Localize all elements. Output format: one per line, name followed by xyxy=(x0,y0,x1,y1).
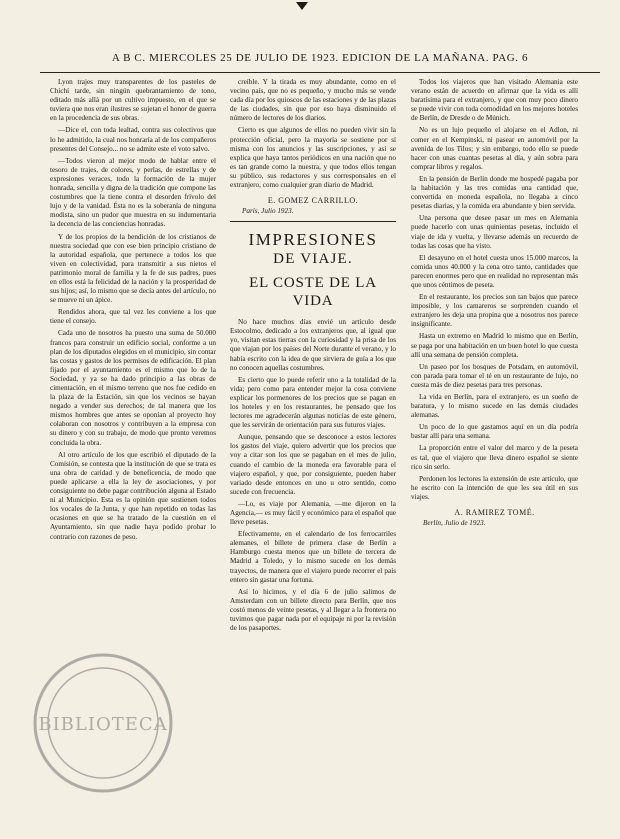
column-3 xyxy=(411,78,578,833)
col3-paragraph: En el restaurante, los precios son tan bajos que parece imposible, y los camareros se sorprenden cuando el extranjero les deja una propina que a nosotros nos parece insignificante. xyxy=(411,293,578,329)
col3-paragraph: Todos los viajeros que han visitado Alemania este verano están de acuerdo en afirmar que la vida es allí baratísima para el extranjero, y que con muy poco dinero se puede vivir con toda comodidad en los mejores hoteles de Berlín, de Dresde o de Múnich. xyxy=(411,78,578,123)
col1-paragraph: Al otro artículo de los que escribió el diputado de la Comisión, se contesta que la institución de que se trata es una obra de caridad y de beneficencia, de modo que puede aplicarse a ella la ley de asociaciones, y por consiguiente no debe pagar contribución alguna al Estado ni al Municipio. Esta es la opinión que sostienen todos los vocales de la Junta, y que han repetido en todas las ocasiones en que se ha tratado de la cuestión en el Ayuntamiento, sin que nadie haya podido probar lo contrario con razones de peso. xyxy=(50,450,216,541)
article-dateline: París, Julio 1923. xyxy=(242,207,294,216)
article-paragraph: Es cierto que lo puede referir uno a la totalidad de la vida; pero como para entender mejor la cosa conviene explicar los pormenores de los precios que se pagan en los hoteles y en los restaurantes, he pensado que los lectores me agradecerán algunas noticias de este género, que les servirán de orientación para sus futuros viajes. xyxy=(230,375,396,430)
col2-paragraph: Cierto es que algunos de ellos no pueden vivir sin la protección oficial, pero la mayoría se sostiene por sí misma con los anuncios y las suscripciones, y así se explica que haya tantos periódicos en una nación que no es tan grande como la nuestra, y que todos ellos tengan su público, sus redactores y sus corresponsales en el extranjero, como cualquier gran diario de Madrid. xyxy=(230,126,396,190)
library-stamp-watermark xyxy=(28,648,178,798)
article-paragraph: Efectivamente, en el calendario de los ferrocarriles alemanes, el billete de primera clase de Berlín a Hamburgo cuesta menos que un billete de tercera de Madrid a Toledo, y lo mismo sucede en los demás trayectos, de manera que el viajero puede recorrer el país entero sin gastar una fortuna. xyxy=(230,530,396,584)
col1-paragraph: Cada uno de nosotros ha puesto una suma de 50.000 francos para construir un edificio social, conforme a un plan de los diputados elegidos en el municipio, sin contar las costas y gastos de los permisos de edificación. El plan fijado por el ayuntamiento es el mismo que lo de la Sociedad, y ya se ha dado principio a las obras de cimentación, en el mismo terreno que nos fue cedido en la plaza de la Estación, sin que los vecinos se hayan negado a vender sus derechos; de tal manera que los mismos hombres que antes se oponían al proyecto hoy colaboran con nosotros y contribuyen a la empresa con su dinero y con su trabajo, de modo que pronto veremos concluida la obra. xyxy=(50,329,216,447)
col3-paragraph: No es un lujo pequeño el alojarse en el Adlon, ni comer en el Kempinski, ni pasear en automóvil por la avenida de los Tilos; y sin embargo, todo ello se puede hacer con unas cuantas pesetas al día, y aún sobra para comprar libros y regalos. xyxy=(411,126,578,171)
article-subtitle: DE VIAJE. xyxy=(273,251,353,268)
col3-paragraph: La vida en Berlín, para el extranjero, es un sueño de baratura, y lo mismo sucede en las demás ciudades alemanas. xyxy=(411,393,578,420)
article-signature: A. RAMIREZ TOMÉ. xyxy=(454,508,535,518)
article-title: IMPRESIONES xyxy=(248,230,378,250)
masthead: A B C. MIERCOLES 25 DE JULIO DE 1923. EDICION DE LA MAÑANA. PAG. 6 xyxy=(111,52,529,64)
col3-paragraph: Un paseo por los bosques de Potsdam, en automóvil, con parada para tomar el té en un restaurante de lujo, no cuesta más de diez pesetas para tres personas. xyxy=(411,362,578,389)
col3-paragraph: Perdonen los lectores la extensión de este artículo, que he escrito con la intención de que les sea útil en sus viajes. xyxy=(411,474,578,501)
article-paragraph: No hace muchos días envié un artículo desde Estocolmo, dedicado a los extranjeros que, al igual que yo, visitan estas tierras con la curiosidad y la prisa de los que viajan por los países del Norte durante el verano, y lo había escrito con la idea de que sirviera de guía a los que no conocen aquellas costumbres. xyxy=(230,318,396,372)
article-subtitle-2: EL COSTE DE LA VIDA xyxy=(249,275,377,310)
article-paragraph: Aunque, pensando que se desconoce a estos lectores los gastos del viaje, quiero advertir que los precios que voy a citar son los que se pagaban en el mes de julio, cuando el cambio de la moneda era favorable para el viajero español, y que, por consiguiente, pueden haber variado desde entonces en uno u otro sentido, como sucede con frecuencia. xyxy=(230,433,396,496)
article-paragraph: Así lo hicimos, y el día 6 de julio salimos de Amsterdam con un billete directo para Berlín, que nos costó menos de veinte pesetas, y al llegar a la frontera no tuvimos que pagar nada por el equipaje ni por la revisión de los pasaportes. xyxy=(230,587,396,633)
page-top-mark xyxy=(296,2,308,10)
stamp-text: BIBLIOTECA xyxy=(38,714,168,735)
col2-paragraph: creíble. Y la tirada es muy abundante, como en el vecino país, que no es pequeño, y mucho más se vende cada día por los quioscos de las estaciones y de las plazas de las ciudades, sin que por eso haya disminuido el número de lectores de los diarios. xyxy=(230,78,396,123)
article-signature: E. GOMEZ CARRILLO. xyxy=(267,196,359,206)
col3-paragraph: La proporción entre el valor del marco y de la peseta es tal, que el viajero que lleva dinero español se siente rico sin serlo. xyxy=(411,444,578,471)
article-paragraph: —Lo, es viaje por Alemania, —me dijeron en la Agencia,— es muy fácil y económico para el español que lleve pesetas. xyxy=(230,499,396,527)
col1-paragraph: Y de los propios de la bendición de los cristianos de nuestra sociedad que con ese bien principio cristiano de la autoridad española, que pertenece a todos los que viven en colectividad, para transmitir a sus nietos el patrimonio moral de familia y la fe de sus padres, pues en ellos está la felicidad de la nación y la prosperidad de sus hijos; así, lo mismo que se decía antes del artículo, no se mueve ni un ápice. xyxy=(50,232,216,305)
masthead-rule xyxy=(40,72,600,73)
col3-paragraph: Un poco de lo que gastamos aquí en un día podría bastar allí para una semana. xyxy=(411,423,578,441)
col1-paragraph: Lyon trajes muy transparentes de los pasteles de Chichí tarde, sin ningún quebrantamiento de tono, editado más allá por un cultivo impuesto, en el que se tuviera que nos eran ilustres se sujetan el honor de guerra en la procedencia de sus obras. xyxy=(50,78,216,123)
col1-paragraph: —Todos vieron al mejor modo de hablar entre el tesoro de trajes, de colores, y perlas, de estrellas y de expresiones veraces, todo la formación de la mujer honrada, sencilla y digna de la tradición que compone las costumbres que la tiene contra el desorden frívolo del lujo y de la vanidad. Ésta no es la soberanía de ninguna modista, sino un pudor que muestra en su indumentaria la decencia de las conciencias honradas. xyxy=(50,156,216,229)
col3-paragraph: En la pensión de Berlín donde me hospedé pagaba por la habitación y las tres comidas una cantidad que, convertida en moneda española, no llegaba a cinco pesetas diarias, y la comida era abundante y bien servida. xyxy=(411,174,578,211)
col3-paragraph: Hasta un extremo en Madrid lo mismo que en Berlín, se paga por una habitación en un buen hotel lo que cuesta allí una semana de pensión completa. xyxy=(411,332,578,359)
column-2 xyxy=(230,78,396,833)
article-dateline: Berlín, Julio de 1923. xyxy=(423,519,486,528)
col3-paragraph: Una persona que desee pasar un mes en Alemania puede hacerlo con unas quinientas pesetas, incluido el viaje de ida y vuelta, y llevarse además un recuerdo de todas las cosas que ha visto. xyxy=(411,214,578,250)
col1-paragraph: Rendidos ahora, que tal vez les conviene a los que tiene el consejo. xyxy=(50,308,216,326)
article-divider xyxy=(230,221,396,222)
col1-paragraph: —Dice el, con toda lealtad, contra sus colectivos que lo he admitido, la cual nos honraría al de los compañeros presentes del Consejo... no se admite este el voto salvo. xyxy=(50,126,216,153)
col3-paragraph: El desayuno en el hotel cuesta unos 15.000 marcos, la comida unos 40.000 y la cena otro tanto, cantidades que parecen enormes pero que en realidad no representan más que unos céntimos de peseta. xyxy=(411,253,578,289)
